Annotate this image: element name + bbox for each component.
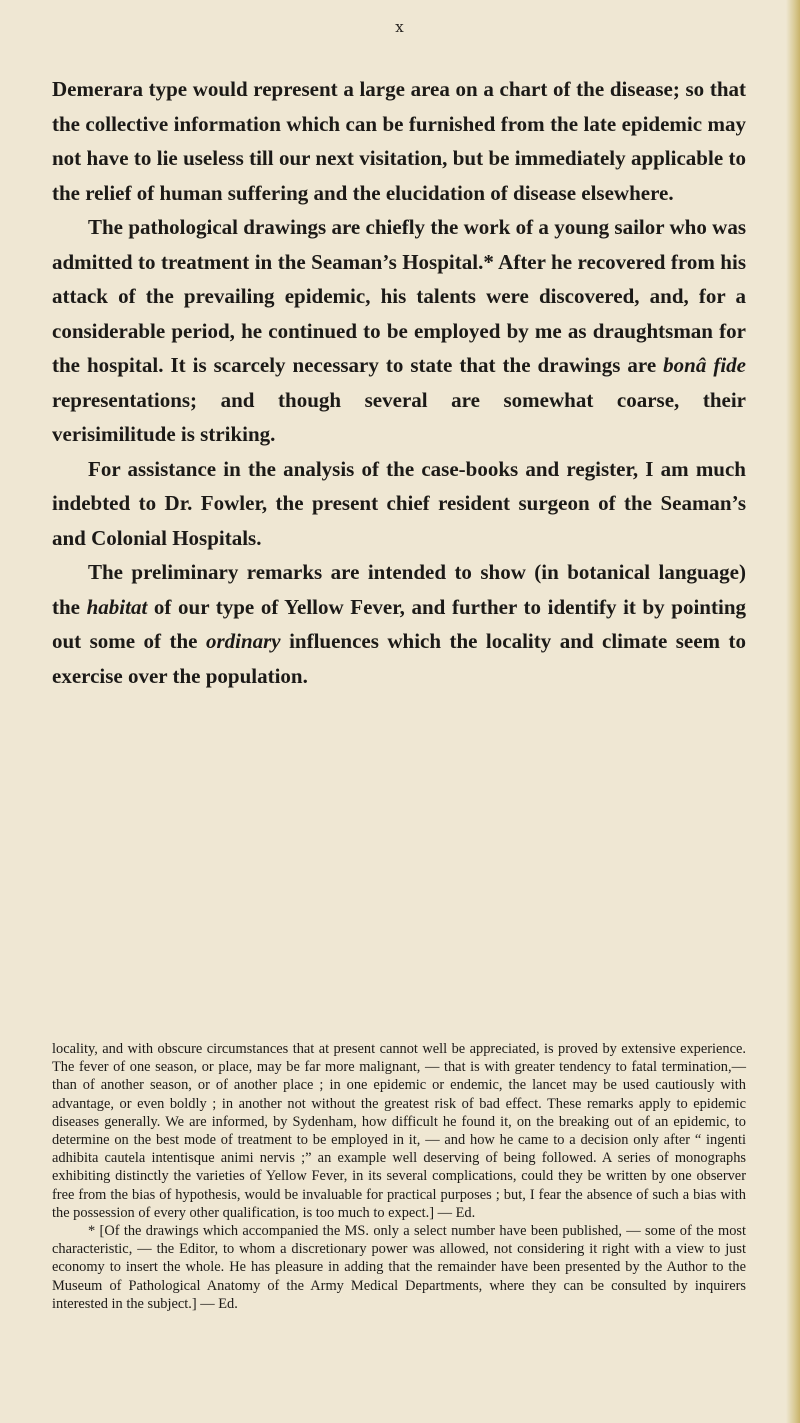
paragraph-drawings-part-a: The pathological drawings are chiefly the work of a young sailor who was admitted to treatment in the Seaman’s Hospital.* After he recovered from his attack of the prevailing epidemic, his talents were discovered, and, for a considerable period, he continued to be employed by me as draughtsman for the hospital. It is scarcely necessary to state that the drawings are bbox=[52, 215, 746, 377]
paragraph-drawings bbox=[52, 210, 746, 452]
italic-habitat: habitat bbox=[86, 594, 148, 619]
italic-bona-fide: bonâ fide bbox=[663, 353, 747, 377]
paragraph-drawings-part-b: representations; and though several are somewhat coarse, their verisimilitude is striking. bbox=[52, 387, 746, 446]
paragraph-acknowledgement: For assistance in the analysis of the case-books and register, I am much indebted to Dr. Fowler, the present chief resident surgeon of the Seaman’s and Colonial Hospitals. bbox=[52, 456, 746, 550]
note-continuation: locality, and with obscure circumstances that at present cannot well be appreciated, is proved by extensive experience. The fever of one season, or place, may be far more malignant, — that is with greater tendency to fatal termination,—than of another season, or of another place ; in one epidemic or endemic, the lancet may be used cautiously with advantage, or even boldly ; in another not without the greatest risk of bad effect. These remarks apply to epidemic diseases generally. We are informed, by Sydenham, how difficult he found it, on the breaking out of an epidemic, to determine on the best mode of treatment to be employed in it, — and how he came to a decision only after “ ingenti adhibita cautela intentisque animi nervis ;” an example well deserving of being followed. A series of monographs exhibiting distinctly the varieties of Yellow Fever, in its several complications, could they be written by one observer free from the bias of hypothesis, would be invaluable for practical purposes ; but, I fear the absence of such a bias with the possession of every other qualification, is too much to expect.] — Ed. bbox=[52, 1041, 746, 1221]
paragraph-preliminary-part-b: of our type of Yellow Fever, and further to identify it by pointing out some of the bbox=[52, 594, 746, 653]
paragraph-preliminary bbox=[52, 555, 746, 693]
paragraph-demerara: Demerara type would represent a large area on a chart of the disease; so that the collective information which can be furnished from the late epidemic may not have to lie useless till our next visitation, but be immediately applicable to the relief of human suffering and the elucidation of disease elsewhere. bbox=[52, 77, 746, 205]
italic-ordinary: ordinary bbox=[205, 629, 281, 653]
main-text bbox=[52, 72, 746, 693]
paragraph-preliminary-part-a: The preliminary remarks are intended to show (in botanical language) the bbox=[52, 560, 746, 619]
notes-section bbox=[52, 1040, 746, 1313]
page-number: x bbox=[395, 18, 405, 36]
footnote-drawings: * [Of the drawings which accompanied the MS. only a select number have been published, — some of the most characteristic, — the Editor, to whom a discretionary power was allowed, not considering it right with a view to just economy to insert the whole. He has pleasure in adding that the remainder have been presented by the Author to the Museum of Pathological Anatomy of the Army Medical Departments, where they can be consulted by inquirers interested in the subject.] — Ed. bbox=[52, 1223, 746, 1312]
page-edge bbox=[786, 0, 800, 1423]
paragraph-preliminary-part-c: influences which the locality and climate seem to exercise over the population. bbox=[52, 629, 746, 688]
